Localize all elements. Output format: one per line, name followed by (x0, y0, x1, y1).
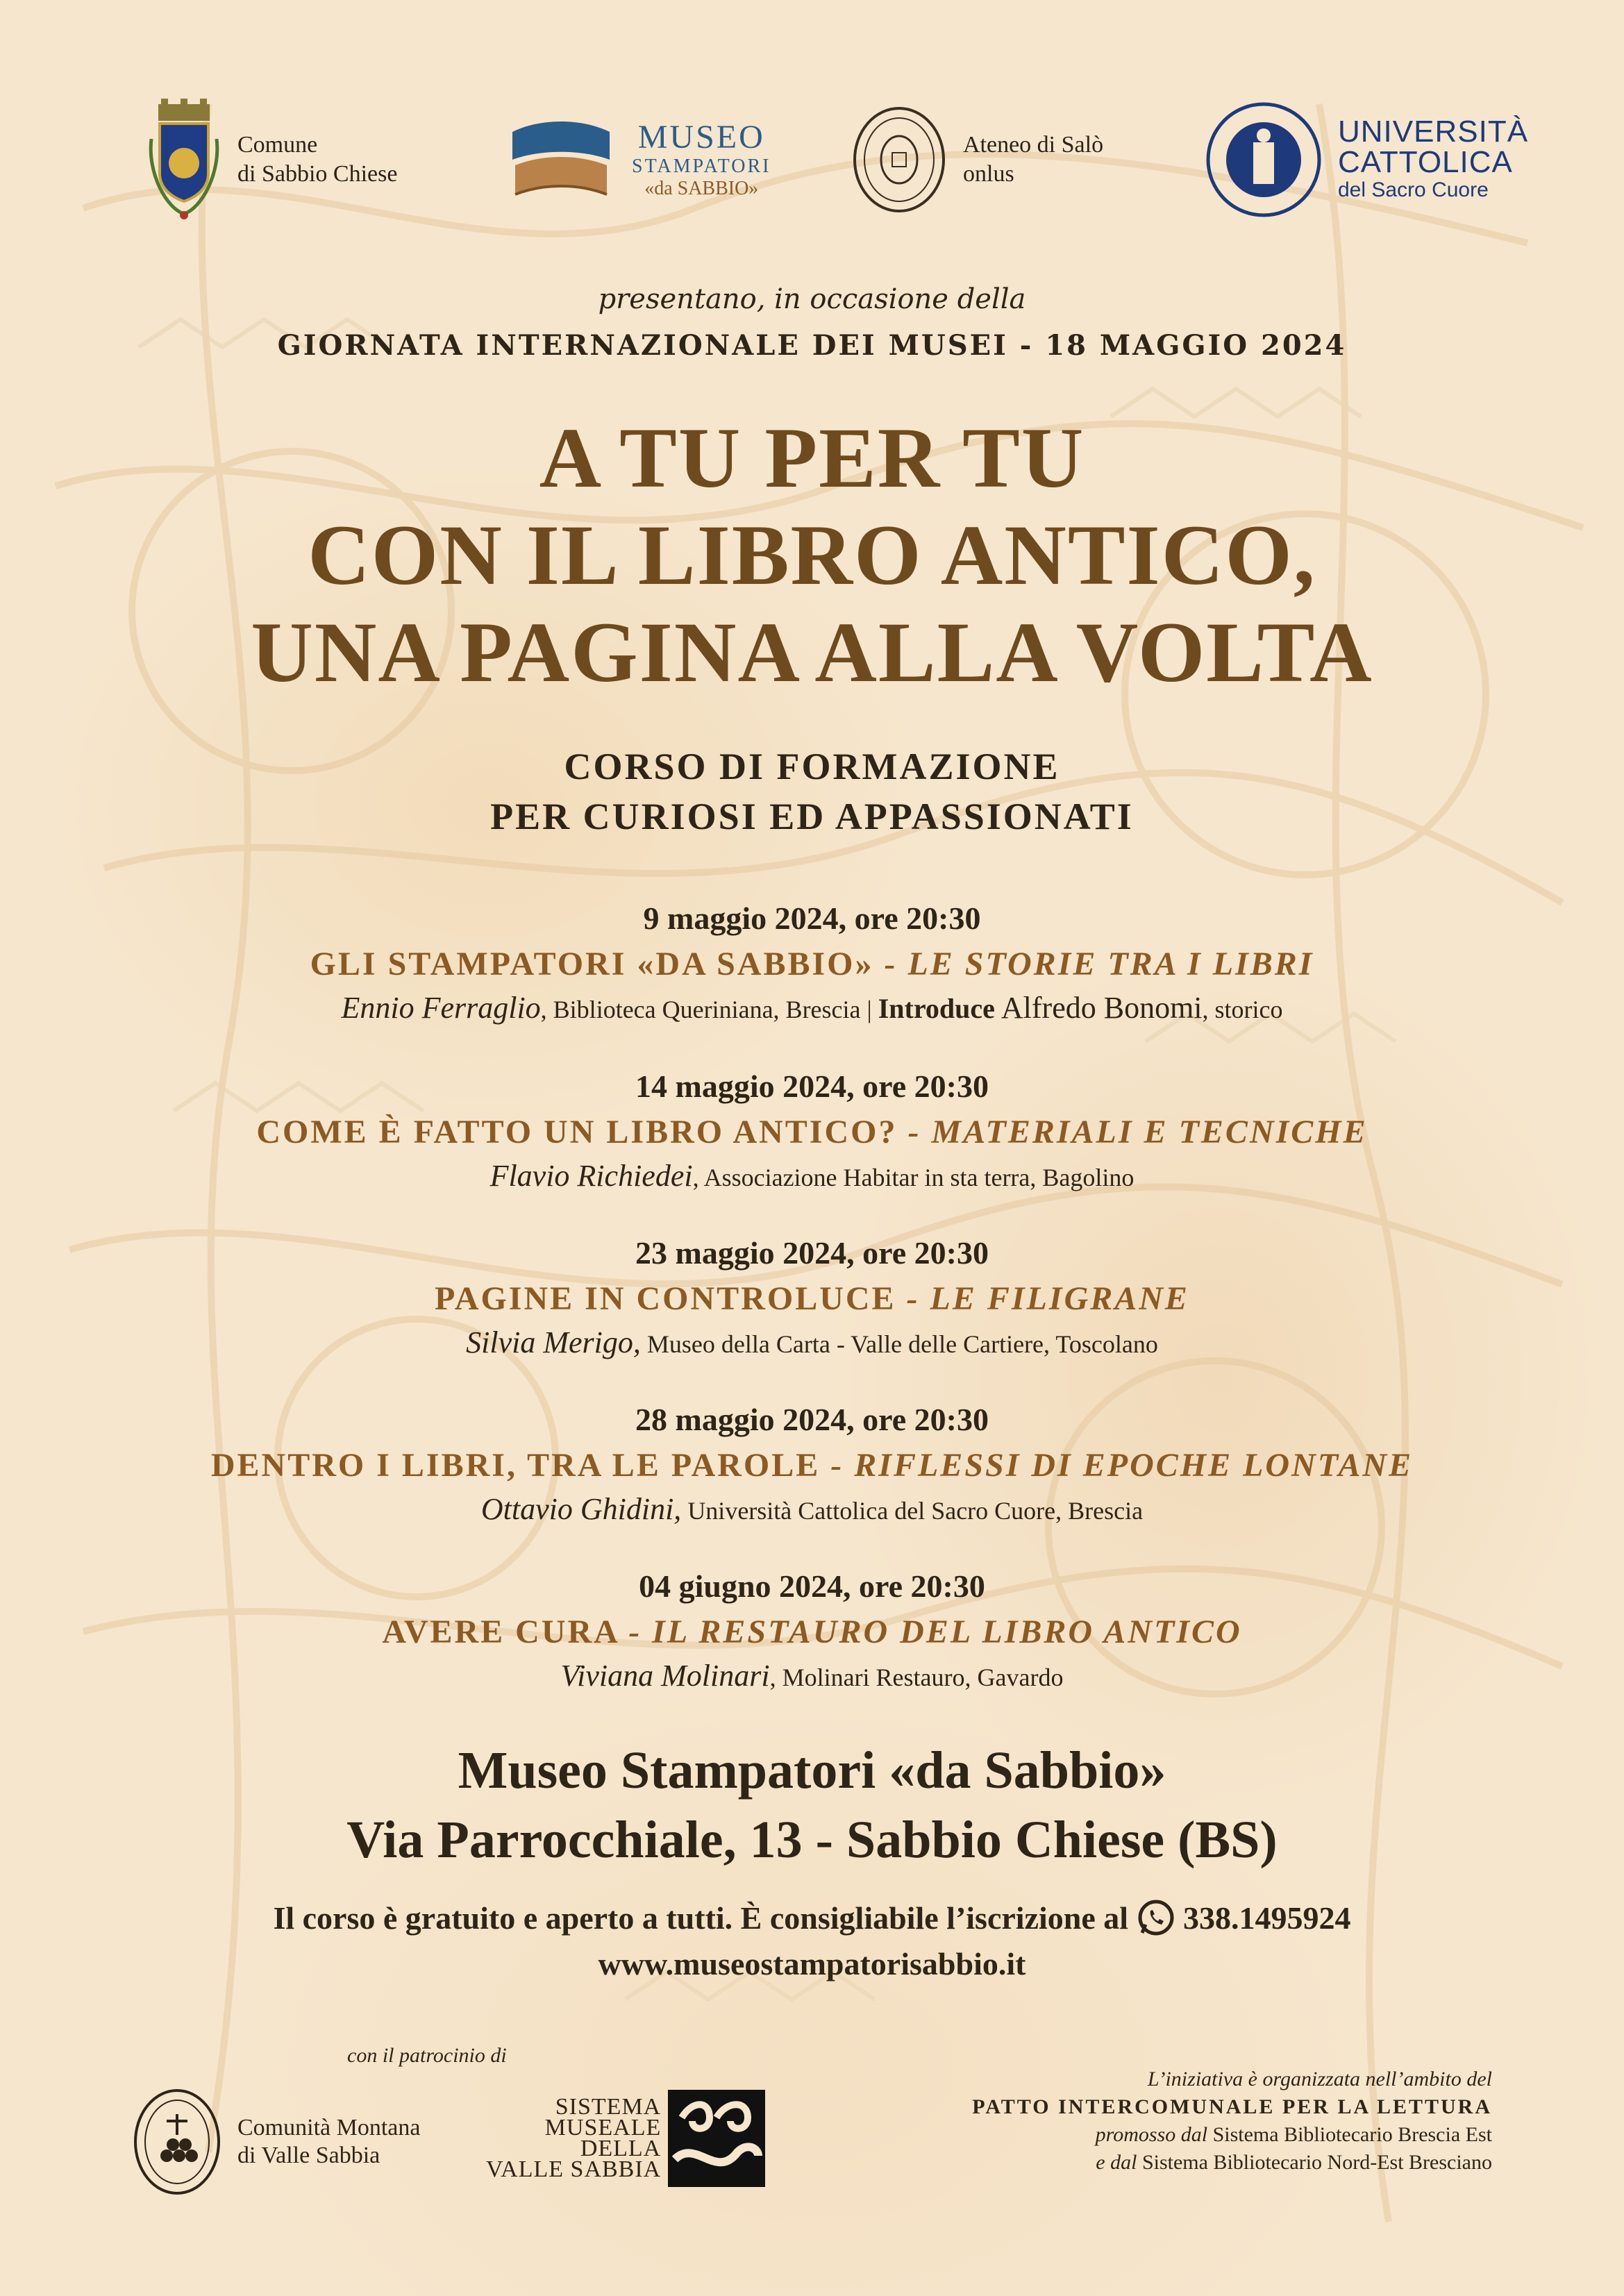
speaker-name: Viviana Molinari (560, 1659, 770, 1693)
main-title (0, 410, 1624, 701)
info-line (0, 1895, 1624, 1941)
sistema-line2: MUSEALE (544, 2115, 662, 2140)
patto-line3-italic: promosso dal (1095, 2123, 1208, 2146)
sistema-line1: SISTEMA (555, 2094, 662, 2120)
comunita-line1: Comunità Montana (237, 2115, 421, 2140)
comune-line2: di Sabbio Chiese (237, 161, 398, 187)
event-3 (0, 1230, 1624, 1365)
ucsc-line3: del Sacro Cuore (1338, 178, 1489, 201)
event-5 (0, 1564, 1624, 1698)
event-title-main: PAGINE IN CONTROLUCE (435, 1280, 896, 1317)
ucsc-logo-group (1205, 90, 1528, 229)
event-date: 28 maggio 2024, ore 20:30 (635, 1402, 989, 1437)
event-speaker (0, 1655, 1624, 1698)
event-speaker (0, 987, 1624, 1030)
venue-address: Via Parrocchiale, 13 - Sabbio Chiese (BS) (346, 1811, 1278, 1869)
sistema-museale-logo-group (486, 2090, 765, 2187)
title-line1: A TU PER TU (539, 410, 1085, 505)
event-title (0, 1443, 1624, 1489)
comune-coat-of-arms-icon (146, 97, 222, 222)
speaker-name: Flavio Richiedei (489, 1159, 693, 1193)
book-logo-icon (505, 111, 617, 208)
patrocinio-label: con il patrocinio di (347, 2044, 507, 2067)
ucsc-seal-icon (1205, 101, 1323, 219)
patto-line2: PATTO INTERCOMUNALE PER LA LETTURA (972, 2095, 1492, 2118)
event-speaker (0, 1155, 1624, 1198)
ateneo-logo-group (851, 90, 1103, 229)
event-title-main: COME È FATTO UN LIBRO ANTICO? (256, 1114, 898, 1150)
event-speaker (0, 1322, 1624, 1365)
event-title-main: GLI STAMPATORI «DA SABBIO» (310, 946, 874, 982)
speaker-name: Ennio Ferraglio (341, 991, 541, 1025)
museo-line2: STAMPATORI (632, 156, 771, 177)
event-date: 9 maggio 2024, ore 20:30 (643, 900, 981, 936)
event-4 (0, 1397, 1624, 1532)
website-link[interactable]: www.museostampatorisabbio.it (598, 1946, 1026, 1981)
title-line2: CON IL LIBRO ANTICO, (308, 508, 1316, 603)
sistema-line3: DELLA (580, 2136, 662, 2161)
comune-logo-group (146, 90, 397, 229)
speaker-affiliation: , Biblioteca Queriniana, Brescia | (540, 996, 872, 1023)
ateneo-line1: Ateneo di Salò (963, 132, 1104, 158)
patto-line3 (972, 2121, 1492, 2149)
comunita-montana-seal-icon (132, 2086, 222, 2197)
museo-line3: «da SABBIO» (644, 178, 759, 199)
introduce-name: Alfredo Bonomi (1001, 991, 1203, 1025)
museo-line1: MUSEO (637, 119, 765, 156)
event-title-sub: - IL RESTAURO DEL LIBRO ANTICO (628, 1614, 1242, 1650)
info-block (0, 1895, 1624, 1987)
event-title-main: DENTRO I LIBRI, TRA LE PAROLE (210, 1447, 821, 1484)
event-title-main: AVERE CURA (382, 1614, 619, 1650)
subtitle-line2: PER CURIOSI ED APPASSIONATI (490, 796, 1134, 837)
ateneo-line2: onlus (963, 161, 1014, 187)
event-date: 14 maggio 2024, ore 20:30 (635, 1069, 989, 1104)
comunita-line2: di Valle Sabbia (237, 2143, 380, 2168)
event-speaker (0, 1489, 1624, 1532)
venue-block (0, 1736, 1624, 1875)
event-title (0, 1109, 1624, 1155)
speaker-name: Silvia Merigo, (466, 1325, 641, 1359)
event-title-sub: - LE STORIE TRA I LIBRI (884, 946, 1314, 982)
event-1 (0, 896, 1624, 1030)
event-date: 04 giugno 2024, ore 20:30 (639, 1568, 985, 1604)
event-title (0, 1276, 1624, 1322)
venue-name: Museo Stampatori «da Sabbio» (458, 1741, 1166, 1800)
event-title (0, 1609, 1624, 1655)
patto-line4 (972, 2149, 1492, 2177)
comune-line1: Comune (237, 132, 318, 158)
course-subtitle (0, 741, 1624, 841)
ucsc-line2: CATTOLICA (1338, 145, 1513, 179)
introduce-role: , storico (1202, 996, 1283, 1023)
title-line3: UNA PAGINA ALLA VOLTA (251, 605, 1373, 700)
patto-line4-text: Sistema Bibliotecario Nord-Est Bresciano (1137, 2151, 1492, 2174)
patto-line4-italic: e dal (1096, 2151, 1137, 2174)
sistema-line4: VALLE SABBIA (486, 2156, 662, 2182)
event-title (0, 941, 1624, 987)
speaker-name: Ottavio Ghidini, (480, 1492, 682, 1526)
comunita-montana-logo-group (132, 2086, 420, 2197)
ucsc-line1: UNIVERSITÀ (1338, 115, 1529, 149)
whatsapp-icon (1137, 1898, 1175, 1937)
event-2 (0, 1064, 1624, 1198)
phone-number[interactable]: 338.1495924 (1183, 1900, 1351, 1936)
speaker-affiliation: , Molinari Restauro, Gavardo (769, 1664, 1064, 1691)
intro-text: presentano, in occasione della (598, 283, 1026, 315)
speaker-affiliation: , Associazione Habitar in sta terra, Bagolino (692, 1164, 1135, 1191)
patto-line3-text: Sistema Bibliotecario Brescia Est (1207, 2123, 1492, 2146)
ateneo-seal-icon (851, 104, 948, 215)
event-title-sub: - RIFLESSI DI EPOCHE LONTANE (830, 1447, 1414, 1484)
info-text: Il corso è gratuito e aperto a tutti. È consigliabile l’iscrizione al (273, 1900, 1129, 1936)
subtitle-line1: CORSO DI FORMAZIONE (564, 746, 1060, 787)
patto-block (972, 2065, 1492, 2177)
introduce-label: Introduce (878, 993, 995, 1024)
giornata-heading: GIORNATA INTERNAZIONALE DEI MUSEI - 18 MAGGIO 2024 (277, 329, 1347, 362)
event-date: 23 maggio 2024, ore 20:30 (635, 1235, 989, 1271)
museo-logo-group (505, 90, 771, 229)
speaker-affiliation: Museo della Carta - Valle delle Cartiere, Toscolano (640, 1330, 1158, 1358)
speaker-affiliation: Università Cattolica del Sacro Cuore, Brescia (681, 1497, 1144, 1525)
patto-line1: L’iniziativa è organizzata nell’ambito del (1147, 2068, 1492, 2090)
event-title-sub: - MATERIALI E TECNICHE (907, 1114, 1368, 1150)
sistema-museale-icon (668, 2090, 765, 2187)
event-title-sub: - LE FILIGRANE (906, 1280, 1189, 1317)
